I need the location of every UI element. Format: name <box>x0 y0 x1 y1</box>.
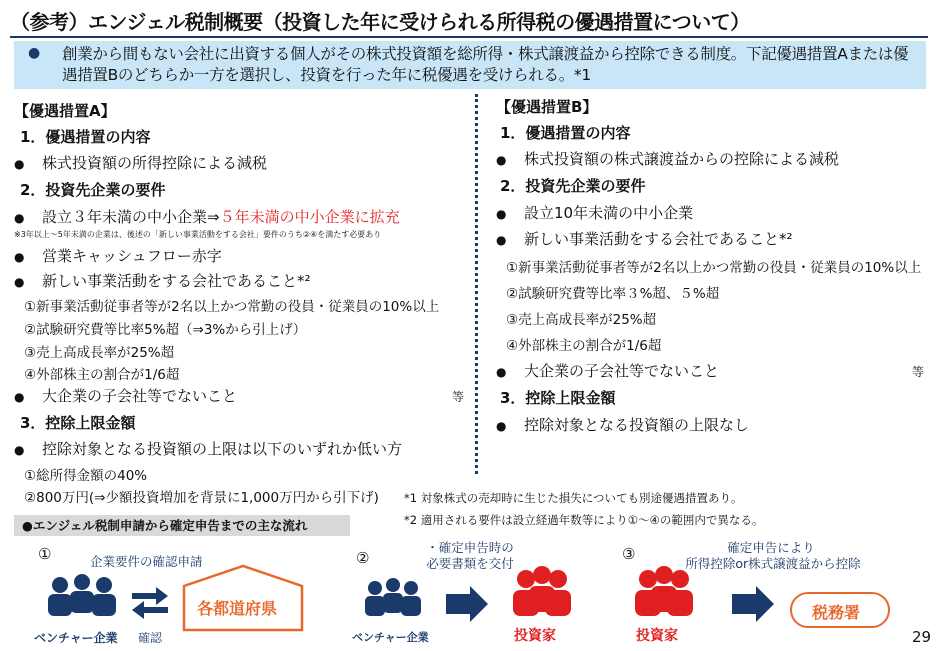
measure-b-sub-item: ③売上高成長率が25%超 <box>506 312 657 328</box>
bullet-icon: ● <box>14 443 25 457</box>
tax-office-label: 税務署 <box>812 603 861 622</box>
bullet-icon: ● <box>14 250 25 264</box>
measure-a-sub-item: ④外部株主の割合が1/6超 <box>24 367 180 383</box>
measure-a-sub-item: ②800万円(⇒少額投資増加を背景に1,000万円から引下げ) <box>24 490 379 506</box>
footnote: *2 適用される要件は設立経過年数等により①～④の範囲内で異なる。 <box>404 513 764 527</box>
step-3-caption-2: 所得控除or株式譲渡益から控除 <box>685 556 861 571</box>
investor-icon <box>510 565 574 623</box>
venture-company-icon <box>358 577 428 621</box>
flow-header: ●エンジェル税制申請から確定申告までの主な流れ <box>14 515 350 536</box>
measure-a-item: 営業キャッシュフロー赤字 <box>42 247 222 265</box>
bullet-icon: ● <box>14 390 25 404</box>
bullet-icon: ● <box>496 419 507 433</box>
venture-company-icon <box>40 573 124 621</box>
bullet-icon: ● <box>496 233 507 247</box>
step-3-investor-label: 投資家 <box>636 628 678 644</box>
measure-a-column <box>14 92 464 504</box>
column-divider <box>475 94 478 474</box>
intro-bullet: ● <box>28 45 41 61</box>
bullet-icon: ● <box>496 207 507 221</box>
bullet-icon: ● <box>14 275 25 289</box>
prefecture-office-label: 各都道府県 <box>197 599 278 618</box>
measure-b-header: 【優遇措置B】 <box>496 98 598 116</box>
measure-b-item: 株式投資額の株式譲渡益からの控除による減税 <box>524 150 840 168</box>
bidirectional-arrow-icon <box>130 585 170 619</box>
measure-b-column <box>490 92 935 434</box>
measure-b-sub-item: ②試験研究費等比率３%超、５%超 <box>506 286 720 302</box>
measure-a-sub-item: ③売上高成長率が25%超 <box>24 345 175 361</box>
measure-a-note: ※3年以上～5年未満の企業は、後述の「新しい事業活動をする会社」要件のうち②④を満たす必要あり <box>14 230 382 239</box>
measure-a-header: 【優遇措置A】 <box>14 102 116 120</box>
measure-a-section-1: 1．優遇措置の内容 <box>20 128 151 146</box>
measure-b-sub-item: ④外部株主の割合が1/6超 <box>506 338 662 354</box>
measure-a-sub-item: ②試験研究費等比率5%超（⇒3%から引上げ） <box>24 322 307 338</box>
step-1-confirm-label: 確認 <box>138 631 163 645</box>
step-3-number: ③ <box>622 545 636 563</box>
intro-box <box>14 41 926 89</box>
measure-a-section-3: 3．控除上限金額 <box>20 414 136 432</box>
right-arrow-icon <box>444 586 490 622</box>
page-title: （参考）エンジェル税制概要（投資した年に受けられる所得税の優遇措置について） <box>10 10 750 34</box>
measure-a-item: 控除対象となる投資額の上限は以下のいずれか低い方 <box>42 440 403 458</box>
footnote: *1 対象株式の売却時に生じた損失についても別途優遇措置あり。 <box>404 491 743 505</box>
step-2-venture-label: ベンチャー企業 <box>352 631 429 644</box>
bullet-icon: ● <box>14 157 25 171</box>
measure-b-item: 大企業の子会社等でないこと <box>524 362 720 380</box>
measure-b-section-1: 1．優遇措置の内容 <box>500 124 631 142</box>
step-1-caption: 企業要件の確認申請 <box>90 554 203 569</box>
step-2-number: ② <box>356 549 370 567</box>
measure-b-item: 設立10年未満の中小企業 <box>524 204 694 222</box>
measure-a-sub-item: ①新事業活動従事者等が2名以上かつ常勤の役員・従業員の10%以上 <box>24 299 440 315</box>
measure-b-item: 新しい事業活動をする会社であること*² <box>524 230 793 248</box>
bullet-icon: ● <box>496 153 507 167</box>
measure-a-section-2: 2．投資先企業の要件 <box>20 181 166 199</box>
measure-b-sub-item: ①新事業活動従事者等が2名以上かつ常勤の役員・従業員の10%以上 <box>506 260 922 276</box>
bullet-icon: ● <box>14 211 25 225</box>
measure-a-item: 設立３年未満の中小企業⇒ <box>42 208 220 226</box>
measure-a-sub-item: ①総所得金額の40% <box>24 468 148 484</box>
step-2-caption-2: 必要書類を交付 <box>426 556 514 571</box>
measure-a-item: 大企業の子会社等でないこと <box>42 387 238 405</box>
measure-b-section-2: 2．投資先企業の要件 <box>500 177 646 195</box>
intro-text: 創業から間もない会社に出資する個人がその株式投資額を総所得・株式譲渡益から控除できる制度。下記優遇措置Aまたは優遇措置Bのどちらか一方を選択し、投資を行った年に税優遇を受けられる。*1 <box>62 45 909 84</box>
step-2-caption-1: ・確定申告時の <box>426 540 514 555</box>
measure-a-item: 株式投資額の所得控除による減税 <box>42 154 268 172</box>
measure-a-item-highlight: ５年未満の中小企業に拡充 <box>219 208 400 226</box>
step-1-venture-label: ベンチャー企業 <box>34 631 118 645</box>
measure-b-section-3: 3．控除上限金額 <box>500 389 616 407</box>
measure-a-item: 新しい事業活動をする会社であること*² <box>42 272 311 290</box>
step-2-investor-label: 投資家 <box>514 628 556 644</box>
measure-a-etc: 等 <box>452 390 465 404</box>
page-number: 29 <box>912 628 932 646</box>
step-3-caption-1: 確定申告により <box>727 540 815 555</box>
right-arrow-icon <box>730 586 776 622</box>
measure-b-etc: 等 <box>912 365 925 379</box>
investor-icon <box>632 565 696 623</box>
title-underline <box>10 36 928 38</box>
bullet-icon: ● <box>496 365 507 379</box>
measure-b-item: 控除対象となる投資額の上限なし <box>524 416 750 434</box>
step-1-number: ① <box>38 545 52 563</box>
